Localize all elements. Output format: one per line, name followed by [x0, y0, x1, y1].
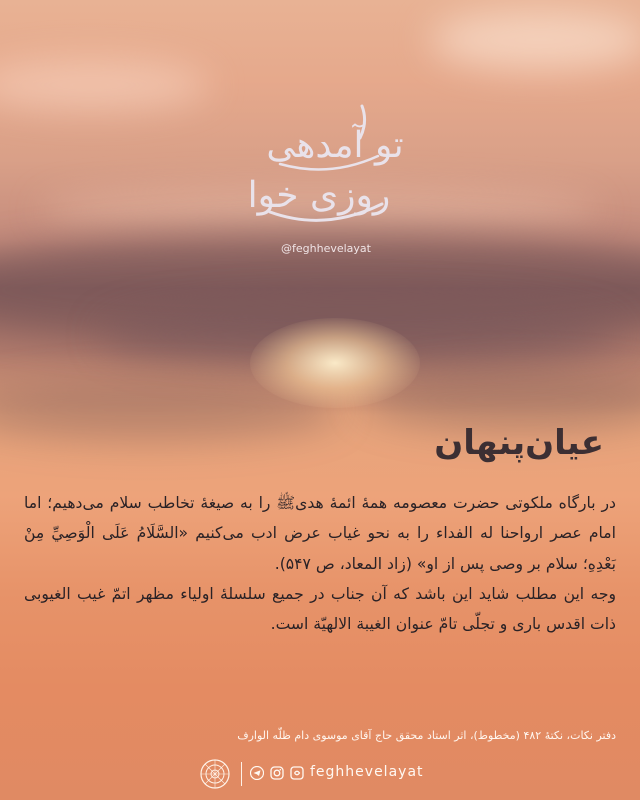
calligraphy-strokes-icon	[250, 92, 400, 242]
post-title: عیان‌پنهان	[434, 423, 604, 463]
telegram-icon[interactable]	[250, 766, 264, 780]
calligraphy-logo	[247, 92, 404, 262]
body-paragraph-1: در بارگاه ملکوتی حضرت معصومه همهٔ ائمهٔ هدیﷺ را به صیغهٔ تخاطب سلام می‌دهیم؛ اما امام عصر ارواحنا له الفداء را به نحو غیاب عرض ادب می‌کنیم «السَّلَامُ عَلَى الْوَصِيِّ مِنْ بَعْدِهِ؛ سلام بر وصی پس از او» (زاد المعاد، ص ۵۴۷).	[24, 494, 616, 573]
footer-bar	[0, 748, 640, 800]
logo-handle: @feghhevelayat	[281, 242, 371, 255]
post-body	[24, 488, 616, 639]
logo-line-2: روزی خوا	[247, 175, 391, 216]
logo-line-1: تو آمدهی	[266, 125, 404, 166]
eitaa-icon[interactable]	[290, 766, 304, 780]
divider	[241, 762, 242, 786]
body-paragraph-2: وجه این مطلب شاید این باشد که آن جناب در جمیع سلسلهٔ اولیاء مظهر اتمّ غیب الغیوبی ذات اقدس باری و تجلّی تامّ عنوان الغیبة الالهیّة است.	[24, 584, 616, 634]
cloud	[430, 10, 640, 70]
footer-handle[interactable]: feghhevelayat	[310, 764, 424, 780]
mandala-logo-icon	[199, 758, 231, 790]
source-reference: دفتر نکات، نکتهٔ ۴۸۲ (مخطوط)، اثر استاد محقق حاج آقای موسوی دام ظلّه الوارف	[237, 729, 616, 742]
instagram-icon[interactable]	[270, 766, 284, 780]
cloud	[0, 60, 210, 110]
sun-glow	[250, 318, 420, 408]
